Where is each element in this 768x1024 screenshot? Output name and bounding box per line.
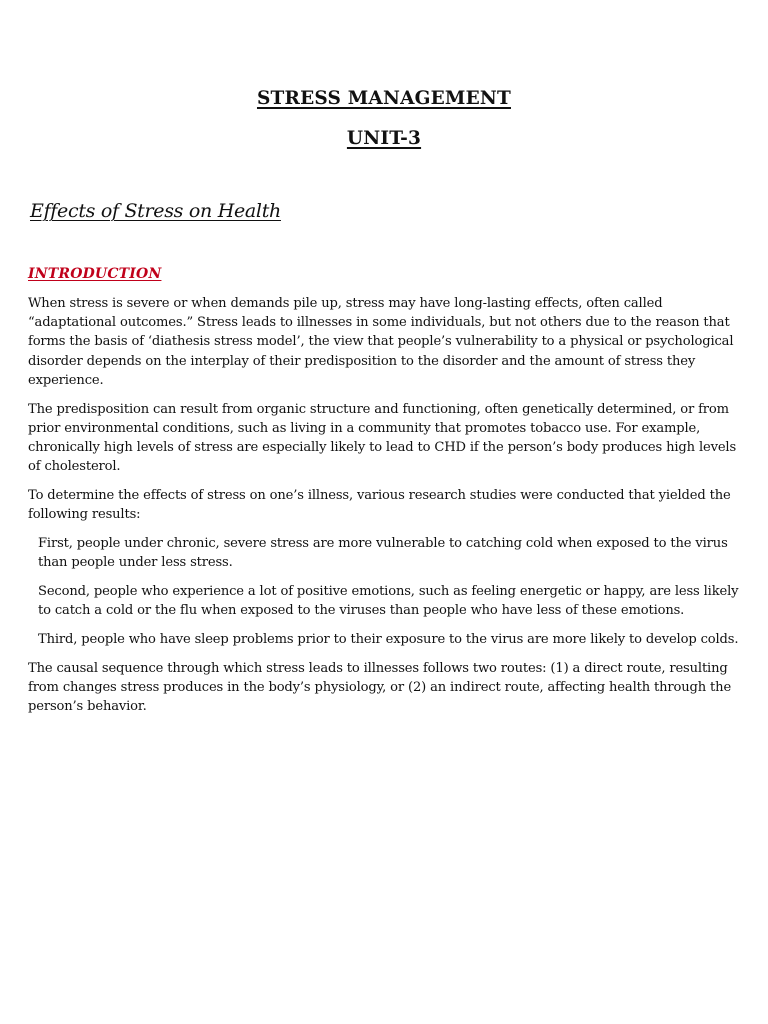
result-item: First, people under chronic, severe stress are more vulnerable to catching cold when exposed to the virus than people under less stress. bbox=[38, 536, 728, 571]
section-heading: Effects of Stress on Health bbox=[30, 200, 281, 222]
unit-title: UNIT-3 bbox=[346, 128, 422, 149]
document-body bbox=[28, 294, 746, 726]
result-item: Third, people who have sleep problems prior to their exposure to the virus are more likely to develop colds. bbox=[38, 632, 739, 648]
paragraph: The predisposition can result from organic structure and functioning, often genetically determined, or from prior environmental conditions, such as living in a community that promotes tobacco use. For example, chronically high levels of stress are especially likely to lead to CHD if the person’s body produces high levels of cholesterol. bbox=[28, 401, 737, 475]
paragraph: To determine the effects of stress on one’s illness, various research studies were conducted that yielded the following results: bbox=[28, 488, 731, 523]
result-item: Second, people who experience a lot of positive emotions, such as feeling energetic or happy, are less likely to catch a cold or the flu when exposed to the viruses than people who have less of these emotions. bbox=[38, 584, 739, 619]
introduction-label: INTRODUCTION bbox=[28, 266, 162, 282]
document-title: STRESS MANAGEMENT bbox=[256, 88, 511, 109]
paragraph: When stress is severe or when demands pile up, stress may have long-lasting effects, often called “adaptational outcomes.” Stress leads to illnesses in some individuals, but not others due to the reason that forms the basis of ‘diathesis stress model’, the view that people’s vulnerability to a physical or psychological disorder depends on the interplay of their predisposition to the disorder and the amount of stress they experience. bbox=[28, 296, 734, 388]
closing-paragraph: The causal sequence through which stress leads to illnesses follows two routes: (1) a direct route, resulting from changes stress produces in the body’s physiology, or (2) an indirect route, affecting health through the person’s behavior. bbox=[28, 660, 732, 715]
